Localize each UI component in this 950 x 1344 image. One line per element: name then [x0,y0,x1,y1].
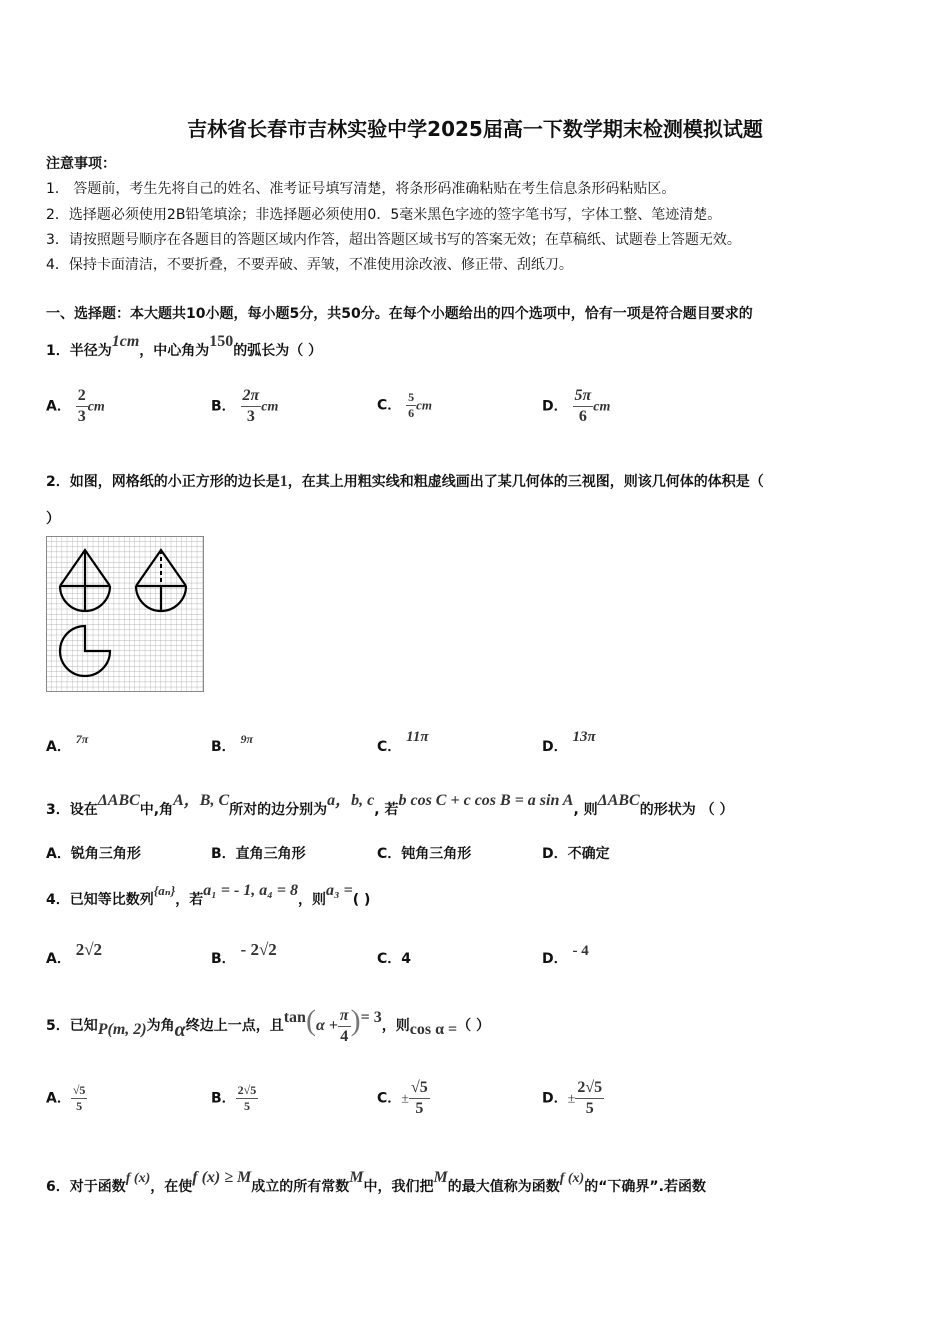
option-b[interactable]: B． - 2√2 [211,940,277,967]
math: f (x) ≥ M [192,1169,252,1186]
notes-heading: 注意事项： [46,156,116,172]
question-2: 2．如图，网格纸的小正方形的边长是1，在其上用粗实线和粗虚线画出了某几何体的三视图，则该几何体的体积是（ [46,473,764,490]
math: 1cm [111,333,140,350]
math: 1 [279,473,288,490]
math: f (x) [125,1171,151,1186]
math: ΔABC [97,792,140,809]
option-c[interactable]: C．± $\frac{√5}{5}$ [377,1079,428,1117]
option-b[interactable]: B． $\frac{2\pi}{3}$ cm [211,387,279,425]
option-c[interactable]: C．钝角三角形 [377,846,472,862]
question-4: 4．已知等比数列{aₙ}，若a₁ = - 1, a₄ = 8，则a₃ =( ) [46,882,371,908]
question-number: 6． [46,1179,70,1195]
exam-title: 吉林省长春市吉林实验中学2025届高一下数学期末检测模拟试题 [187,117,763,141]
math: M [349,1169,364,1186]
question-5: 5．已知P(m, 2)为角α终边上一点，且tan(α + $\frac{\pi}{4}$ )= 3，则cos α =（ ） [46,1004,491,1045]
option-a[interactable]: A． 7π [46,732,89,755]
math: a₃ = [325,882,353,899]
option-d[interactable]: D．± $\frac{2√5}{5}$ [542,1079,603,1117]
option-a[interactable]: A． 2√2 [46,940,103,967]
math: a₁ = - 1, a₄ = 8 [203,882,298,899]
option-c[interactable]: C．4 [377,951,412,967]
math: a，b, c [327,792,375,809]
math: b cos C + c cos B = a sin A [398,792,574,809]
option-c[interactable]: C． 11π [377,729,429,755]
question-6: 6．对于函数f (x)，在使f (x) ≥ M成立的所有常数M中，我们把M的最大值称为函数f (x)的“下确界”.若函数 [46,1169,706,1195]
math: 150 [209,333,234,350]
question-number: 2． [46,474,70,490]
question-number: 1． [46,343,70,359]
math: cos α = [409,1021,458,1038]
option-a[interactable]: A． $\frac{√5}{5}$ [46,1083,86,1113]
note-item: 3．请按照题号顺序在各题目的答题区域内作答，超出答题区域书写的答案无效；在草稿纸、试题卷上答题无效。 [46,232,741,248]
option-b[interactable]: B．直角三角形 [211,846,306,862]
question-number: 4． [46,892,70,908]
option-d[interactable]: D． 13π [542,729,596,755]
math: M [433,1169,448,1186]
option-d[interactable]: D． $\frac{5\pi}{6}$ cm [542,387,611,425]
math: A，B, C [173,792,230,809]
note-item: 4．保持卡面清洁，不要折叠，不要弄破、弄皱，不准使用涂改液、修正带、刮纸刀。 [46,257,573,273]
option-b[interactable]: B． $\frac{2√5}{5}$ [211,1083,257,1113]
math: f (x) [559,1171,585,1186]
math: α [174,1019,186,1041]
math: {aₙ} [153,883,176,898]
note-item: 1． 答题前，考生先将自己的姓名、准考证号填写清楚，将条形码准确粘贴在考生信息条形码粘贴区。 [46,181,676,197]
math: tan [283,1009,306,1026]
math: ΔABC [597,792,640,809]
option-a[interactable]: A．锐角三角形 [46,846,141,862]
question-1: 1．半径为1cm，中心角为150的弧长为（ ） [46,333,323,359]
math: P(m, 2) [97,1021,147,1038]
question-number: 5． [46,1018,70,1034]
note-item: 2．选择题必须使用2B铅笔填涂；非选择题必须使用0．5毫米黑色字迹的签字笔书写，字体工整、笔迹清楚。 [46,207,722,223]
grid-background [46,536,204,692]
question-number: 3． [46,802,70,818]
option-b[interactable]: B． 9π [211,732,254,755]
three-view-figure [46,536,204,692]
option-a[interactable]: A． $\frac{2}{3}$ cm [46,387,105,425]
question-3: 3．设在ΔABC中,角A，B, C所对的边分别为a，b, c, 若b cos C + c cos B = a sin A, 则ΔABC的形状为 （ ） [46,792,734,818]
option-c[interactable]: C． $\frac{5}{6}$ cm [377,390,433,420]
section-heading: 一、选择题：本大题共10小题，每小题5分，共50分。在每个小题给出的四个选项中，恰有一项是符合题目要求的 [46,306,753,322]
question-2-cont: ） [46,511,60,527]
option-d[interactable]: D．不确定 [542,846,610,862]
option-d[interactable]: D． - 4 [542,943,589,967]
